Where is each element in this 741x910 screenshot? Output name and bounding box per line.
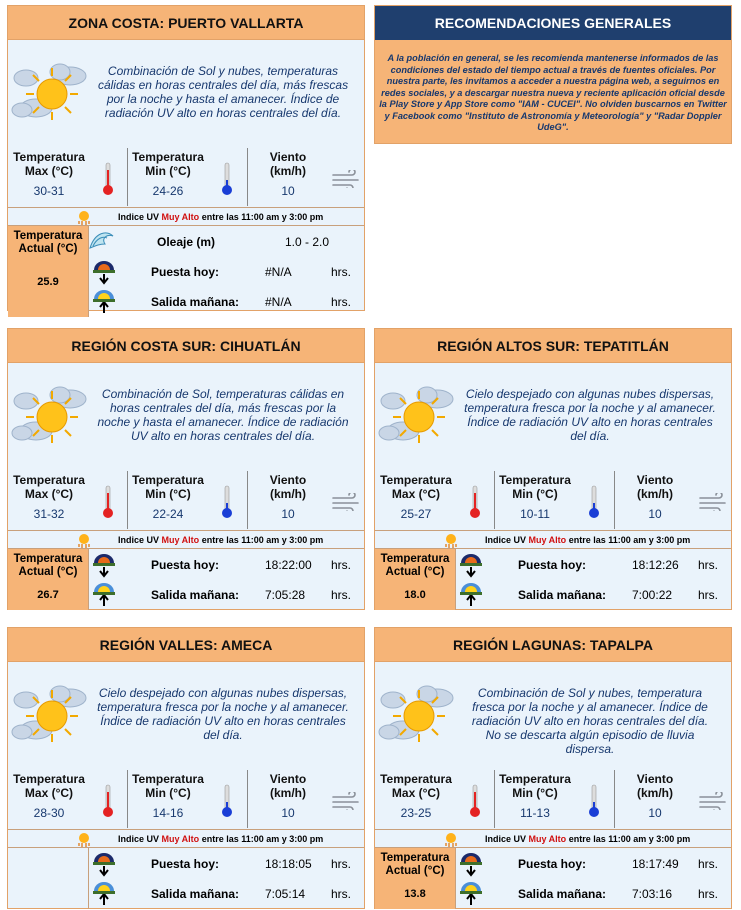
uv-index-row: Indice UV Muy Alto entre las 11:00 am y 3:00 pm bbox=[375, 531, 731, 549]
wind-icon bbox=[332, 493, 360, 511]
sun-cloud-icon bbox=[377, 383, 457, 447]
forecast-description: Combinación de Sol, temperaturas cálidas en horas centrales del día, más frescas por la noche y hasta el amanecer. Índice de radiación UV alto en horas centrales del día. bbox=[97, 387, 349, 443]
temp-min bbox=[128, 144, 208, 208]
description-row bbox=[8, 40, 364, 144]
temp-min-label: Temperatura Min (°C) bbox=[499, 473, 571, 501]
uv-level: Muy Alto bbox=[528, 535, 567, 545]
sun-times-section bbox=[375, 848, 731, 909]
forecast-card bbox=[7, 627, 365, 909]
sun-cloud-icon bbox=[10, 383, 90, 447]
temp-max-value: 28-30 bbox=[33, 806, 65, 820]
wind bbox=[248, 144, 328, 208]
sunrise-unit: hrs. bbox=[698, 887, 719, 901]
oleaje-label: Oleaje (m) bbox=[157, 235, 216, 249]
temp-min-value: 14-16 bbox=[152, 806, 184, 820]
uv-index-row: Indice UV Muy Alto entre las 11:00 am y 3:00 pm bbox=[8, 830, 364, 848]
sunrise-unit: hrs. bbox=[331, 588, 352, 602]
uv-sun-icon bbox=[443, 831, 459, 847]
uv-index-row: Indice UV Muy Alto entre las 11:00 am y 3:00 pm bbox=[375, 830, 731, 848]
wind-value: 10 bbox=[281, 806, 295, 820]
sunset-unit: hrs. bbox=[698, 857, 719, 871]
sunset-unit: hrs. bbox=[331, 265, 352, 279]
sunrise-row bbox=[456, 579, 731, 609]
uv-level: Muy Alto bbox=[528, 834, 567, 844]
forecast-card bbox=[374, 627, 732, 909]
wind-icon bbox=[699, 493, 727, 511]
actual-temp-box bbox=[375, 848, 456, 909]
sunrise-label: Salida mañana: bbox=[151, 588, 240, 602]
sunset-label: Puesta hoy: bbox=[151, 265, 220, 279]
sunset-icon bbox=[92, 552, 116, 578]
wind-icon bbox=[332, 792, 360, 810]
sunset-value: 18:12:26 bbox=[632, 558, 679, 572]
temp-max-label: Temperatura Max (°C) bbox=[13, 150, 85, 178]
forecast-description: Combinación de Sol y nubes, temperaturas cálidas en horas centrales del día, más frescas por la noche y hasta el amanecer. Índice de radiación UV alto en horas centrales del día. bbox=[97, 64, 349, 120]
temperatures-row bbox=[375, 766, 731, 830]
temp-min bbox=[495, 766, 575, 830]
temp-min-label: Temperatura Min (°C) bbox=[499, 772, 571, 800]
sunset-value: 18:18:05 bbox=[265, 857, 312, 871]
recommendations-title: RECOMENDACIONES GENERALES bbox=[375, 6, 731, 40]
sunrise-row bbox=[89, 878, 364, 908]
recommendations-panel bbox=[374, 5, 732, 144]
uv-sun-icon bbox=[443, 532, 459, 548]
card-title: REGIÓN VALLES: AMECA bbox=[8, 628, 364, 662]
temp-min bbox=[495, 467, 575, 531]
temp-min-label: Temperatura Min (°C) bbox=[132, 150, 204, 178]
uv-index-row: Indice UV Muy Alto entre las 11:00 am y 3:00 pm bbox=[8, 208, 364, 226]
actual-temp-box bbox=[375, 549, 456, 610]
temp-max-value: 23-25 bbox=[400, 806, 432, 820]
sunrise-row bbox=[89, 286, 364, 316]
temp-min-label: Temperatura Min (°C) bbox=[132, 772, 204, 800]
thermometer-cold-icon bbox=[221, 485, 233, 519]
card-title: ZONA COSTA: PUERTO VALLARTA bbox=[8, 6, 364, 40]
sunrise-unit: hrs. bbox=[331, 295, 352, 309]
sunrise-unit: hrs. bbox=[331, 887, 352, 901]
thermometer-hot-icon bbox=[102, 162, 114, 196]
sunrise-icon bbox=[92, 582, 116, 608]
sunrise-value: 7:05:14 bbox=[265, 887, 306, 901]
sunrise-value: 7:03:16 bbox=[632, 887, 673, 901]
wind-value: 10 bbox=[648, 806, 662, 820]
wind-label: Viento (km/h) bbox=[269, 473, 307, 501]
sun-times-section bbox=[8, 848, 364, 909]
forecast-description: Combinación de Sol y nubes, temperatura fresca por la noche y al amanecer. Índice de radiación UV alto en horas centrales del día. No se descarta algún episodio de lluvia dispersa. bbox=[471, 686, 709, 756]
sunset-label: Puesta hoy: bbox=[518, 857, 587, 871]
wind-value: 10 bbox=[648, 507, 662, 521]
sunset-row bbox=[456, 848, 731, 878]
sun-cloud-icon bbox=[10, 60, 90, 124]
actual-temp-value: 25.9 bbox=[37, 276, 59, 288]
sunrise-label: Salida mañana: bbox=[151, 295, 240, 309]
sunrise-row bbox=[89, 579, 364, 609]
sunrise-row bbox=[456, 878, 731, 908]
wind bbox=[615, 766, 695, 830]
sunset-row bbox=[89, 549, 364, 579]
uv-sun-icon bbox=[76, 532, 92, 548]
wind-icon bbox=[332, 170, 360, 188]
forecast-card bbox=[7, 328, 365, 610]
sunrise-label: Salida mañana: bbox=[518, 887, 607, 901]
wind-label: Viento (km/h) bbox=[269, 150, 307, 178]
temp-max-label: Temperatura Max (°C) bbox=[13, 473, 85, 501]
description-row bbox=[8, 662, 364, 766]
thermometer-hot-icon bbox=[469, 784, 481, 818]
actual-temp-empty bbox=[8, 848, 89, 909]
temp-min-value: 22-24 bbox=[152, 507, 184, 521]
wind-label: Viento (km/h) bbox=[636, 772, 674, 800]
actual-temp-value: 13.8 bbox=[404, 888, 426, 900]
sunset-row bbox=[456, 549, 731, 579]
actual-temp-label: Temperatura Actual (°C) bbox=[13, 553, 83, 578]
sunrise-label: Salida mañana: bbox=[518, 588, 607, 602]
description-row bbox=[8, 363, 364, 467]
wave-icon bbox=[89, 228, 113, 254]
sunrise-icon bbox=[92, 289, 116, 315]
temp-max bbox=[8, 766, 90, 830]
sun-times-section bbox=[8, 226, 364, 317]
actual-temp-label: Temperatura Actual (°C) bbox=[380, 852, 450, 877]
sunrise-label: Salida mañana: bbox=[151, 887, 240, 901]
card-title: REGIÓN COSTA SUR: CIHUATLÁN bbox=[8, 329, 364, 363]
sunset-label: Puesta hoy: bbox=[151, 857, 220, 871]
sunrise-icon bbox=[459, 582, 483, 608]
sunset-row bbox=[89, 848, 364, 878]
temp-max bbox=[8, 467, 90, 531]
sunset-unit: hrs. bbox=[331, 857, 352, 871]
thermometer-cold-icon bbox=[588, 784, 600, 818]
card-title: REGIÓN LAGUNAS: TAPALPA bbox=[375, 628, 731, 662]
actual-temp-value: 18.0 bbox=[404, 589, 426, 601]
sunset-unit: hrs. bbox=[698, 558, 719, 572]
uv-level: Muy Alto bbox=[161, 535, 200, 545]
actual-temp-label: Temperatura Actual (°C) bbox=[13, 230, 83, 255]
sunrise-icon bbox=[459, 881, 483, 907]
sunrise-icon bbox=[92, 881, 116, 907]
sunset-value: 18:22:00 bbox=[265, 558, 312, 572]
actual-temp-value: 26.7 bbox=[37, 589, 59, 601]
sunrise-unit: hrs. bbox=[698, 588, 719, 602]
recommendations-body: A la población en general, se les recomienda mantenerse informados de las condiciones del estado del tiempo actual a través de fuentes oficiales. Por nuestra parte, les invitamos a acceder a nuestra página web, a seguirnos en redes sociales, y a descargar nuestra nueva y reciente aplicación oficial desde la Play Store y App Store como "IAM - CUCEI". No olviden buscarnos en Twitter y Facebook como "Instituto de Astronomía y Meteorología" y "Radar Doppler UdeG". bbox=[379, 53, 727, 132]
actual-temp-box bbox=[8, 226, 89, 317]
wind-label: Viento (km/h) bbox=[269, 772, 307, 800]
sunrise-value: 7:05:28 bbox=[265, 588, 306, 602]
wind-icon bbox=[699, 792, 727, 810]
sunrise-value: 7:00:22 bbox=[632, 588, 673, 602]
sun-cloud-icon bbox=[10, 682, 90, 746]
temperatures-row bbox=[375, 467, 731, 531]
sunset-icon bbox=[92, 851, 116, 877]
temp-min-value: 11-13 bbox=[520, 806, 550, 820]
wind-label: Viento (km/h) bbox=[636, 473, 674, 501]
sun-times-section bbox=[375, 549, 731, 610]
wind bbox=[615, 467, 695, 531]
temp-min bbox=[128, 467, 208, 531]
oleaje-value: 1.0 - 2.0 bbox=[285, 235, 330, 249]
wind-value: 10 bbox=[281, 184, 295, 198]
thermometer-cold-icon bbox=[588, 485, 600, 519]
forecast-card bbox=[7, 5, 365, 311]
temp-min-value: 10-11 bbox=[520, 507, 550, 521]
description-row bbox=[375, 363, 731, 467]
thermometer-hot-icon bbox=[102, 485, 114, 519]
thermometer-cold-icon bbox=[221, 162, 233, 196]
description-row bbox=[375, 662, 731, 766]
uv-level: Muy Alto bbox=[161, 834, 200, 844]
sun-cloud-icon bbox=[377, 682, 457, 746]
wind bbox=[248, 467, 328, 531]
temp-max-value: 25-27 bbox=[400, 507, 432, 521]
temp-min-value: 24-26 bbox=[152, 184, 184, 198]
forecast-description: Cielo despejado con algunas nubes dispersas, temperatura fresca por la noche y al amanecer. Índice de radiación UV alto en horas centrales del día. bbox=[464, 387, 716, 443]
wind bbox=[248, 766, 328, 830]
temp-max-label: Temperatura Max (°C) bbox=[380, 473, 452, 501]
temperatures-row bbox=[8, 144, 364, 208]
temp-max bbox=[375, 766, 457, 830]
temp-max bbox=[375, 467, 457, 531]
uv-index-row: Indice UV Muy Alto entre las 11:00 am y 3:00 pm bbox=[8, 531, 364, 549]
sunset-icon bbox=[459, 552, 483, 578]
temp-max bbox=[8, 144, 90, 208]
sunset-unit: hrs. bbox=[331, 558, 352, 572]
temperatures-row bbox=[8, 467, 364, 531]
thermometer-cold-icon bbox=[221, 784, 233, 818]
temp-max-label: Temperatura Max (°C) bbox=[13, 772, 85, 800]
uv-sun-icon bbox=[76, 209, 92, 225]
sunset-value: 18:17:49 bbox=[632, 857, 679, 871]
temperatures-row bbox=[8, 766, 364, 830]
actual-temp-box bbox=[8, 549, 89, 610]
sunset-label: Puesta hoy: bbox=[518, 558, 587, 572]
sunset-icon bbox=[92, 259, 116, 285]
uv-sun-icon bbox=[76, 831, 92, 847]
forecast-card bbox=[374, 328, 732, 610]
sunset-row bbox=[89, 256, 364, 286]
sunset-value: #N/A bbox=[265, 265, 292, 279]
uv-level: Muy Alto bbox=[161, 212, 200, 222]
sun-times-section bbox=[8, 549, 364, 610]
actual-temp-label: Temperatura Actual (°C) bbox=[380, 553, 450, 578]
thermometer-hot-icon bbox=[102, 784, 114, 818]
thermometer-hot-icon bbox=[469, 485, 481, 519]
forecast-description: Cielo despejado con algunas nubes dispersas, temperatura fresca por la noche y al amanecer. Índice de radiación UV alto en horas centrales del día. bbox=[97, 686, 349, 742]
temp-max-label: Temperatura Max (°C) bbox=[380, 772, 452, 800]
sunset-label: Puesta hoy: bbox=[151, 558, 220, 572]
card-title: REGIÓN ALTOS SUR: TEPATITLÁN bbox=[375, 329, 731, 363]
temp-max-value: 30-31 bbox=[33, 184, 65, 198]
wind-value: 10 bbox=[281, 507, 295, 521]
sunset-icon bbox=[459, 851, 483, 877]
oleaje-row bbox=[89, 226, 364, 256]
temp-min-label: Temperatura Min (°C) bbox=[132, 473, 204, 501]
temp-min bbox=[128, 766, 208, 830]
sunrise-value: #N/A bbox=[265, 295, 292, 309]
temp-max-value: 31-32 bbox=[33, 507, 65, 521]
